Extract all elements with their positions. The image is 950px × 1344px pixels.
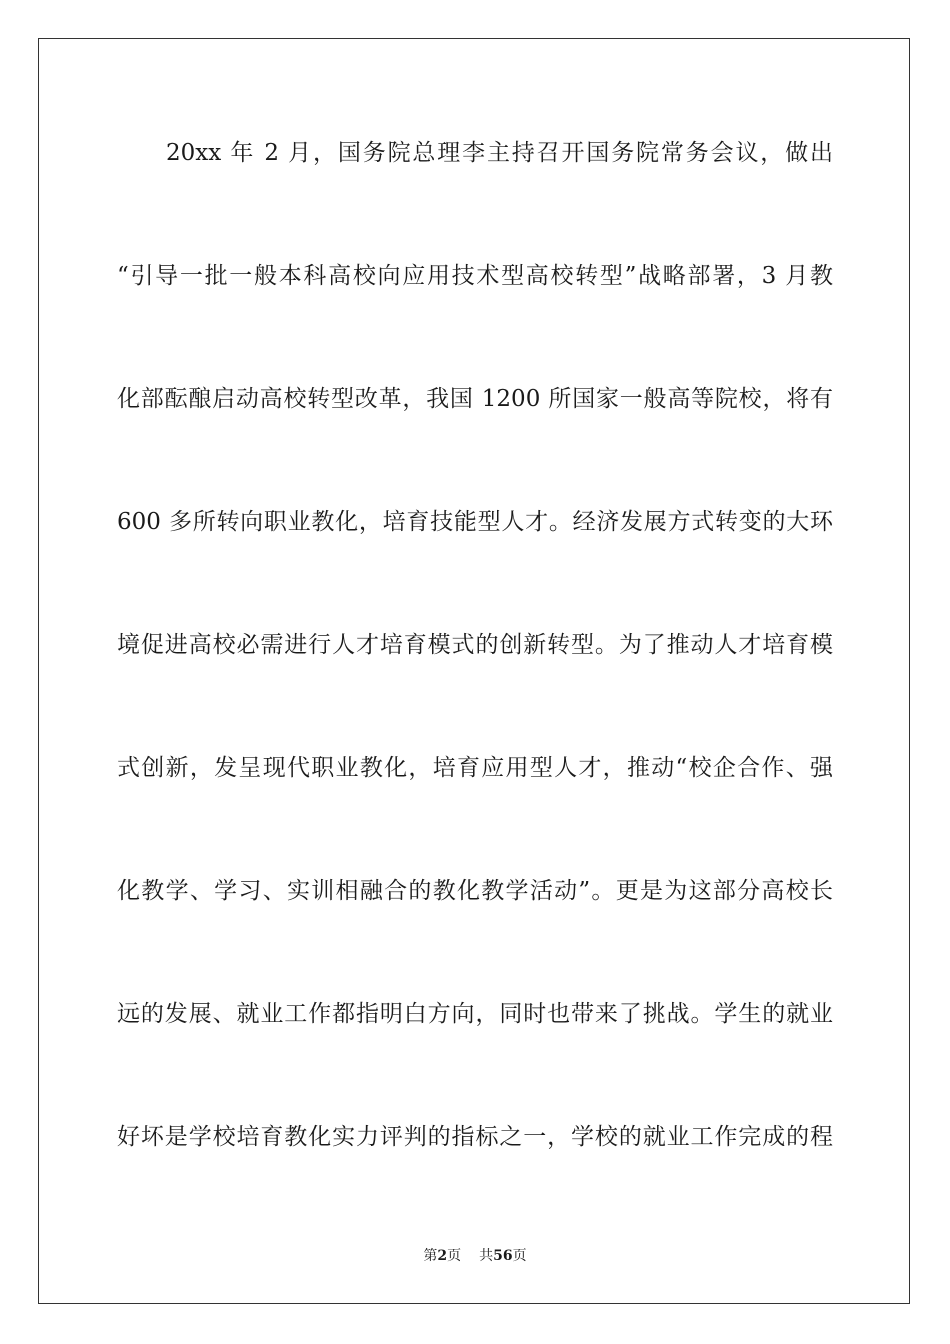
total-indicator	[479, 1248, 526, 1264]
text-line-2: “引导一批一般本科高校向应用技术型高校转型”战略部署，3 月教	[117, 263, 833, 289]
text-line-6: 式创新，发呈现代职业教化，培育应用型人才，推动“校企合作、强	[117, 755, 833, 781]
text-line-9: 好坏是学校培育教化实力评判的指标之一，学校的就业工作完成的程	[117, 1124, 833, 1150]
page-prefix: 第	[423, 1248, 438, 1264]
text-line-3: 化部酝酿启动高校转型改革，我国 1200 所国家一般高等院校，将有	[117, 386, 833, 412]
page-footer	[0, 1246, 950, 1266]
text-line-1: 20xx 年 2 月，国务院总理李主持召开国务院常务会议，做出	[166, 140, 833, 166]
page-number: 2	[437, 1248, 448, 1264]
page-border	[38, 38, 910, 1304]
page-indicator	[423, 1248, 461, 1264]
text-line-5: 境促进高校必需进行人才培育模式的创新转型。为了推动人才培育模	[117, 632, 833, 658]
total-pages: 56	[493, 1248, 513, 1264]
text-line-8: 远的发展、就业工作都指明白方向，同时也带来了挑战。学生的就业	[117, 1001, 833, 1027]
text-line-4: 600 多所转向职业教化，培育技能型人才。经济发展方式转变的大环	[117, 509, 833, 535]
total-prefix: 共	[479, 1248, 494, 1264]
total-suffix: 页	[512, 1248, 527, 1264]
text-line-7: 化教学、学习、实训相融合的教化教学活动”。更是为这部分高校长	[117, 878, 833, 904]
page-suffix: 页	[447, 1248, 462, 1264]
